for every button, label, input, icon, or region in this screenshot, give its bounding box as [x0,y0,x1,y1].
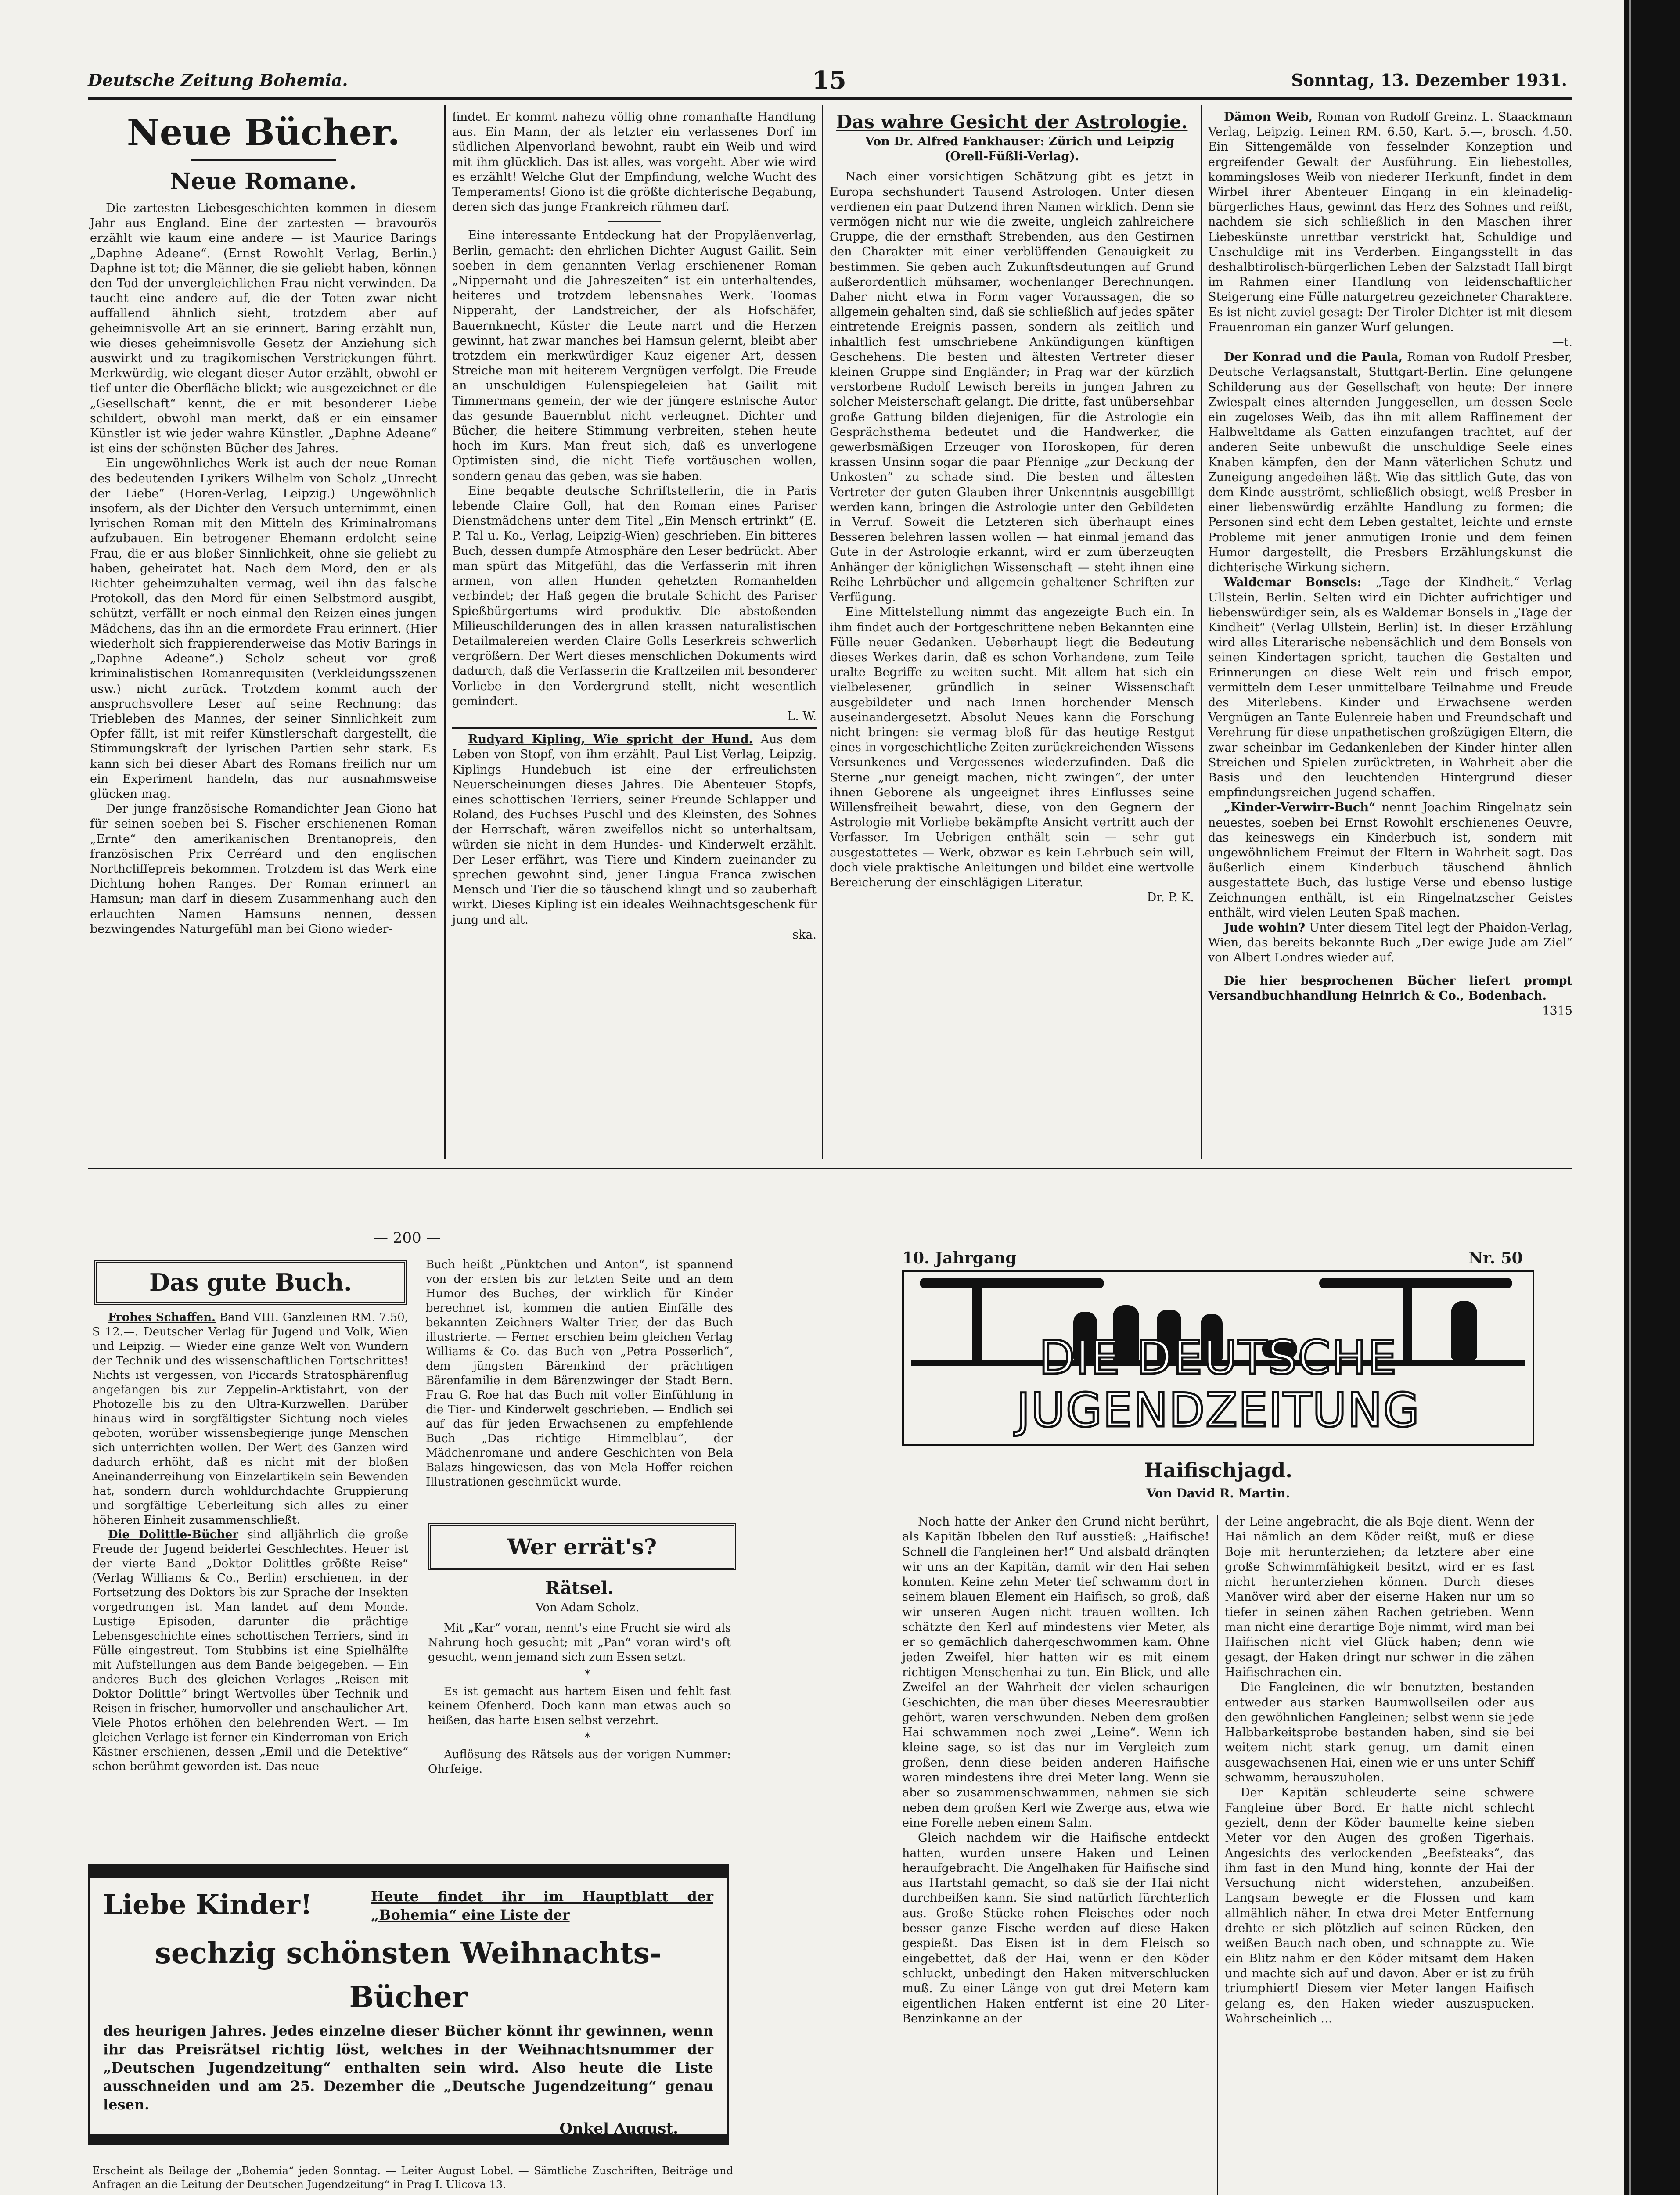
verse-separator: * [584,1668,590,1681]
column-gute-buch [92,1310,408,1774]
section-rule [88,1168,1572,1169]
newspaper-name: Deutsche Zeitung Bohemia. [88,70,348,90]
review-heading: Waldemar Bonsels: [1224,576,1362,590]
scan-dark-edge [1624,0,1680,2195]
review-paragraph: Eine begabte deutsche Schriftstellerin, die in Paris lebende Claire Goll, hat den Roman eines Pariser Dienstmädchens unter dem Titel „Ein Mensch ertrinkt“ (E. P. Tal u. Ko., Verlag, Leipzig-Wien) geschrieben. Ein bitteres Buch, dessen dumpfe Atmosphäre den Leser bedrückt. Aber man spürt das Mitgefühl, das die Verfasserin mit ihren armen, von allen Hunden gehetzten Romanhelden verbindet; der Haß gegen die brutale Schicht des Pariser Spießbürgertums wird produktiv. Die abstoßenden Milieuschilderungen des in allen krassen naturalistischen Detailmalereien werden Claire Golls Leserkreis schwerlich vergrößern. Der Wert dieses menschlichen Dokuments wird dadurch, daß die Verfasserin die Kraftzeilen mit besonderer Vorliebe in den Vordergrund stellt, nicht wesentlich gemindert. [452,484,817,708]
raetsel-title: Rätsel. [545,1578,614,1598]
jz-year: 10. Jahrgang [902,1249,1017,1267]
story-title: Haifischjagd. [1144,1458,1293,1482]
raetsel-author: Von Adam Scholz. [536,1601,639,1614]
page-number: 15 [812,66,846,95]
review-paragraph: Ein ungewöhnliches Werk ist auch der neue Roman des bedeutenden Lyrikers Wilhelm von Scholz „Unrecht der Liebe“ (Horen-Verlag, Leipzig.) Ungewöhnlich insofern, als der Dichter den Versuch unternimmt, einen lyrischen Roman mit den Mitteln des Kriminalromans aufzubauen. Ein betrogener Ehemann erdolcht seine Frau, die er aus bloßer Sinnlichkeit, ohne sie geliebt zu haben, geheiratet hat. Nach dem Mord, den er als Richter geheimzuhalten vermag, weil ihn das falsche Protokoll, das den Mord für einen Selbstmord ausgibt, schützt, verfällt er noch einmal den Reizen eines jungen Mädchens, das ihn an die ermordete Frau erinnert. (Hier wiederholt sich frappierenderweise das Motiv Barings in „Daphne Adeane“.) Scholz scheut vor groß kriminalistischen Romanrequisiten (Verkleidungsszenen usw.) nicht zurück. Trotzdem kommt auch der anspruchsvollere Leser auf seine Rechnung: das Triebleben des Mannes, der seiner Sinnlichkeit zum Opfer fällt, ist mit reifer Künstlerschaft dargestellt, die Stimmungskraft der lyrischen Partien sehr stark. Es kann sich bei dieser Abart des Romans freilich nur um ein Experiment handeln, das nur ausnahmsweise glücken mag. [90,457,437,801]
column-gute-buch-2 [426,1258,733,1490]
article-signature: Dr. P. K. [1147,891,1194,905]
review-heading: Rudyard Kipling, Wie spricht der Hund. [468,733,753,747]
column-neue-buecher [90,110,437,937]
page-header [88,66,1567,97]
article-paragraph: Eine Mittelstellung nimmt das angezeigte Buch ein. In ihm findet auch der Fortgeschrittene neben Bekannten eine Fülle neuer Gedanken. Ueberhaupt liegt die Bedeutung dieses Werkes darin, daß es schon Vorhandene, zum Teile uralte Begriffe zu weiten sucht. Mit allem hat sich ein vielbelesener, gründlich in seiner Wissenschaft ausgebildeter und nach Innen horchender Mensch auseinandergesetzt. Absolut Neues kann die Forschung nicht bringen: sie vermag bloß für das heutige Restgut eines in vorgeschichtliche Zeiten zurückreichenden Wissens Versunkenes und Vergessenes wiederzufinden. Daß die Sterne „nur geneigt machen, nicht zwingen“, der unter ihnen Geborene als ungeeignet ihres Einflusses seine Willensfreiheit bewahrt, diese, von den Gegnern der Astrologie mit Vorliebe bekämpfte Ansicht vertritt auch der Verfasser. Im Uebrigen enthält sein — sehr gut ausgestattetes — Werk, obzwar es kein Lehrbuch sein will, doch viele praktische Anleitungen und bildet eine wertvolle Bereicherung der einschlägigen Literatur. [830,605,1194,889]
wer-erraets-box: Wer errät's? [428,1523,736,1570]
review-heading: Frohes Schaffen. [108,1311,216,1324]
column-divider [444,105,446,1159]
tree-crown-left [920,1278,1104,1288]
kinder-signature: Onkel August. [559,2120,678,2137]
review-heading: Jude wohin? [1224,921,1306,935]
review-signature: ska. [792,928,817,942]
banner-title: DIE DEUTSCHE JUGENDZEITUNG [1016,1331,1420,1437]
tree-crown-right [1319,1278,1512,1288]
review-heading: „Kinder-Verwirr-Buch“ [1224,801,1376,815]
jz-number: Nr. 50 [1468,1249,1523,1267]
review-paragraph: Aus dem Leben von Stopf, von ihm erzählt. Paul List Verlag, Leipzig. Kiplings Hundebuch ist eine der erfreulichsten Neuerscheinungen dieses Jahres. Die Abenteuer Stopfs, eines schottischen Terriers, seiner Freunde Schlapper und Roland, des Fuchses Puschl und des Kleinsten, des Sohnes der Herrschaft, wären zweifellos nicht so unterhaltsam, würden sie nicht in dem Hundes- und Kinderwelt erzählt. Der Leser erfährt, was Tiere und Kindern zueinander zu sprechen gewohnt sind, jener Lingua Franca zwischen Mensch und Tier die so täuschend klingt und so zauberhaft wirkt. Dieses Kipling ist ein ideales Weihnachtsgeschenk für jung und alt. [452,733,817,927]
story-paragraph: Noch hatte der Anker den Grund nicht berührt, als Kapitän Ibbelen den Ruf ausstieß: „Haifische! Schnell die Fangleinen her!“ Und alsbald drängten wir uns an der Kapitän, damit wir den Hai sehen konnten. Keine zehn Meter tief schwamm dort in seinem blauen Element ein Haifisch, so groß, daß wir unseren Augen nicht trauen wollten. Ich schätzte den Kerl auf mindestens vier Meter, als er so gemächlich dahergeschwommen kam. Ohne jeden Zweifel, hier hatten wir es mit einem richtigen Menschenhai zu tun. Ein Blick, und alle Zweifel an der Wahrheit der vielen schaurigen Geschichten, die man über dieses Meeresraubtier gehört, waren verschwunden. Neben dem großen Hai schwammen noch zwei „Leine“. Wenn ich kleine sage, so ist das nur im Vergleich zum großen, denn diese beiden anderen Haifische waren mindestens ihre drei Meter lang. Wenn sie aber so zusammenschwammen, nahmen sie sich neben dem großen Kerl wie Zwerge aus, etwa wie eine Forelle neben einem Salm. [902,1515,1209,1830]
paragraph-divider [452,727,817,729]
review-signature: L. W. [787,709,817,723]
review-heading: Die Dolittle-Bücher [108,1528,238,1541]
das-gute-buch-box: Das gute Buch. [94,1260,407,1305]
paragraph-divider [608,221,661,222]
column-divider [1217,1515,1218,2195]
scan-edge-line [1629,0,1631,2195]
verse-separator: * [584,1731,590,1744]
section-subtitle: Neue Romane. [170,168,357,195]
review-paragraph: Roman von Rudolf Greinz. L. Staackmann Verlag, Leipzig. Leinen RM. 6.50, Kart. 5.—, brosch. 4.50. Ein Sittengemälde von fesselnder Konzeption und ergreifender Gewalt der Ausführung. Ein liebestolles, kommingsloses Weib von niederer Herkunft, findet in dem Wirbel ihrer Abenteuer Eingang in ein kleinadelig-bürgerliches Haus, gewinnt das Herz des Sohnes und reißt, nachdem sie sich schließlich in den Maschen ihrer Liebeskünste unrettbar verstrickt hat, Schuldige und Unschuldige mit ins Verderben. Eingangsstellt in das deshalbtirolisch-bürgerlichen Leben der Salzstadt Hall birgt im Rahmen einer Handlung von leidenschaftlicher Steigerung eine Fülle naturgetreu gezeichneter Charaktere. Es ist nicht zuviel gesagt: Der Tiroler Dichter ist mit diesem Frauenroman ein ganzer Wurf gelungen. [1208,110,1572,334]
kinder-title: Liebe Kinder! [103,1889,313,1921]
bookstore-notice: Die hier besprochenen Bücher liefert prompt Versandbuchhandlung Heinrich & Co., Bodenbach. [1208,974,1572,1003]
raetsel-verse: Es ist gemacht aus hartem Eisen und fehlt fast keinem Ofenherd. Doch kann man etwas auch so heißen, das harte Eisen selbst verzehrt. [428,1685,731,1727]
column-reviews-4 [1208,110,1572,1018]
article-title: Das wahre Gesicht der Astrologie. [836,111,1188,133]
review-heading: Der Konrad und die Paula, [1224,350,1403,364]
review-paragraph: sind alljährlich die große Freude der Jugend beiderlei Geschlechtes. Heuer ist der vierte Band „Doktor Dolittles größte Reise“ (Verlag Williams & Co., Berlin) erschienen, in der Fortsetzung des Doktors bis zur Sprache der Insekten vorgedrungen ist. Man landet auf dem Monde. Lustige Episoden, darunter die prächtige Lebensgeschichte eines schottischen Terriers, sind in Fülle eingestreut. Tom Stubbins ist eine Spielhälfte mit Aufstellungen aus dem Bande beigegeben. — Ein anderes Buch des gleichen Verlages „Reisen mit Doktor Dolittle“ bringt Wertvolles über Technik und Reisen in frischer, humorvoller und anschaulicher Art. Viele Photos erhöhen den belehrenden Wert. — Im gleichen Verlage ist ferner ein Kinderroman von Erich Kästner erschienen, dessen „Emil und die Detektive“ schon berühmt geworden ist. Das neue [92,1528,408,1773]
kinder-body: des heurigen Jahres. Jedes einzelne dieser Bücher könnt ihr gewinnen, wenn ihr das Preisrätsel richtig löst, welches in der Weihnachtsnummer der „Deutschen Jugendzeitung“ enthalten sein wird. Also heute die Liste ausschneiden und am 25. Dezember die „Deutsche Jugendzeitung“ genau lesen. [103,2022,713,2113]
header-rule [88,97,1572,100]
review-paragraph: Der junge französische Romandichter Jean Giono hat für seinen soeben bei S. Fischer erschienenen Roman „Ernte“ den amerikanischen Brentanopreis, den französischen Prix Cerréard und den englischen Northcliffepreis bekommen. Trotzdem ist das Werk eine Dichtung hohen Ranges. Der Roman erinnert an Hamsun; man darf in diesem Zusammenhang auch den erlauchten Namen Hamsuns nennen, dessen bezwingendes Naturgefühl man bei Giono wieder- [90,802,437,936]
raetsel-solution: Auflösung des Rätsels aus der vorigen Nummer: Ohrfeige. [428,1748,731,1776]
article-byline: Von Dr. Alfred Fankhauser: Zürich und Leipzig (Orell-Füßli-Verlag). [865,135,1175,164]
story-paragraph: der Leine angebracht, die als Boje dient. Wenn der Hai nämlich an dem Köder reißt, muß er diese Boje mit herunterziehen; da letztere aber eine große Schwimmfähigkeit besitzt, wird er es fast nicht herunterziehen können. Durch dieses Manöver wird aber der eiserne Haken nur um so tiefer in seinen zähen Rachen getrieben. Wenn man nicht eine derartige Boje nimmt, wird man bei Haifischen nicht viel Glück haben; denn wie gesagt, der Haken dringt nur schwer in die zähen Haifischrachen ein. [1225,1515,1534,1679]
review-paragraph: „Tage der Kindheit.“ Verlag Ullstein, Berlin. Selten wird ein Dichter aufrichtiger und liebenswürdiger sein, als es Waldemar Bonsels in „Tage der Kindheit“ (Verlag Ullstein, Berlin) ist. In dieser Erzählung wird alles Literarische nebensächlich und dem Bonsels von seinen Kindertagen spricht, tauchen die Gestalten und Erinnerungen an diese Welt rein und frisch empor, vermitteln dem Leser unmittelbare Teilnahme und Freude des Miterlebens. Kinder und Erwachsene werden Vergnügen an Tante Eulenreie haben und Freundschaft und Verehrung für diese unpathetischen großzügigen Eltern, die zwar scheinbar im Gedankenleben der Kinder hinter allen Streichen und Spielen zurücktreten, in Wahrheit aber die Basis und den leuchtenden Hintergrund dieser empfindungsreichen Jugend schaffen. [1208,576,1572,800]
column-divider [822,105,823,1159]
story-paragraph: Die Fangleinen, die wir benutzten, bestanden entweder aus starken Baumwollseilen oder aus den gewöhnlichen Fangleinen; selbst wenn sie jede Halbbarkeitsprobe bestanden haben, sind sie bei weitem nicht stark genug, um damit einen ausgewachsenen Hai, einen wie er uns unter Schiff schwamm, herauszuholen. [1225,1680,1534,1785]
liebe-kinder-box [88,1864,729,2145]
story-column-1 [902,1515,1209,2026]
column-raetsel [428,1576,731,1777]
story-author: Von David R. Martin. [1146,1486,1290,1501]
raetsel-verse: Mit „Kar“ voran, nennt's eine Frucht sie wird als Nahrung hoch gesucht; mit „Pan“ voran wird's oft gesucht, wenn jemand sich zum Essen setzt. [428,1622,731,1664]
review-paragraph: Eine interessante Entdeckung hat der Propyläenverlag, Berlin, gemacht: den ehrlichen Dichter August Gailit. Sein soeben in dem genannten Verlag erschienener Roman „Nippernaht und die Jahreszeiten“ ist ein unterhaltendes, heiteres und trotzdem lebensnahes Werk. Toomas Nipperaht, der Landstreicher, der als Hofschäfer, Bauernknecht, Küster die Leute narrt und die Herzen gewinnt, hat zwar manches bei Hamsun gelernt, bleibt aber trotzdem ein merkwürdiger Kauz eigener Art, dessen Streiche man mit heiterem Vergnügen verfolgt. Die Freude an unschuldigen Eulenspiegeleien hat Gailit mit Timmermans gemein, der wie der jüngere estnische Autor das gesunde Bauernblut nicht verleugnet. Dichter und Bücher, die heitere Stimmung verbreiten, stehen heute hoch im Kurs. Man freut sich, daß es unverlogene Optimisten sind, die nicht Tiefe vortäuschen wollen, sondern genau das geben, was sie haben. [452,229,817,483]
story-column-2 [1225,1515,1534,2026]
review-paragraph: Unter diesem Titel legt der Phaidon-Verlag, Wien, das bereits bekannte Buch „Der ewige Jude am Ziel“ von Albert Londres wieder auf. [1208,921,1572,965]
article-paragraph: Nach einer vorsichtigen Schätzung gibt es jetzt in Europa sechshundert Tausend Astrologen. Unter diesen verdienen ein paar Dutzend ihren Namen wirklich. Denn sie vermögen nicht nur wie die zweite, ungleich zahlreichere Gruppe, die der ernsthaft Strebenden, aus den Gestirnen den Charakter mit einer verblüffenden Genauigkeit zu bestimmen. Sie geben auch Zukunftsdeutungen auf Grund außerordentlich mühsamer, wochenlanger Berechnungen. Daher nicht etwa in Form vager Voraussagen, die so allgemein gehalten sind, daß sie schließlich auf jedes später eintretende Ereignis passen, sondern als zeitlich und inhaltlich fest umschriebene Ankündigungen künftigen Geschehens. Die besten und ältesten Vertreter dieser kleinen Gruppe sind Engländer; in Prag war der kürzlich verstorbene Rudolf Lewisch bereits in jungen Jahren zu solcher Meisterschaft gelangt. Die dritte, fast unübersehbar große Gattung bilden diejenigen, für die Astrologie ein Gesprächsthema bedeutet und die Handwerker, die gewerbsmäßigen Erzeuger von Horoskopen, für deren krassen Unsinn sogar die paar Pfennige „zur Deckung der Unkosten“ zu schade sind. Die besten und ältesten Vertreter der guten Glauben ihrer Unkenntnis ausgebilligt werden kann, bringen die Astrologie unter den Gebildeten in Verruf. Soweit die Letzteren sich überhaupt eines Besseren belehren lassen wollen — hat einmal jemand das Gute in der Astrologie erkannt, wird er zum überzeugten Anhänger der königlichen Wissenschaft — steht ihnen eine Reihe Lehrbücher und allgemein gehaltener Schriften zur Verfügung. [830,170,1194,605]
story-paragraph: Der Kapitän schleuderte seine schwere Fangleine über Bord. Er hatte nicht schlecht gezielt, denn der Köder baumelte keine sieben Meter vor den Augen des großen Tigerhais. Angesichts des verlockenden „Beefsteaks“, das ihm fast in den Mund hing, konnte der Hai der Versuchung nicht widerstehen, anzubeißen. Langsam bewegte er die Flossen und kam allmählich näher. In etwa drei Meter Entfernung drehte er sich plötzlich auf seinen Rücken, den weißen Bauch nach oben, und schnappte zu. Wie ein Blitz nahm er den Köder mitsamt dem Haken und machte sich auf und davon. Aber er ist zu früh triumphiert! Diesem vier Meter langen Haifisch gelang es, den Haken wieder auszuspucken. Wahrscheinlich ... [1225,1786,1534,2026]
review-paragraph: Buch heißt „Pünktchen und Anton“, ist spannend von der ersten bis zur letzten Seite und an dem Humor des Buches, der wirklich für Kinder berechnet ist, kommen die antien Einfälle des bekannten Zeichners Walter Trier, der das Buch illustrierte. — Ferner erschien beim gleichen Verlag Williams & Co. das Buch von „Petra Posserlich“, dem jüngsten Bärenkind der prächtigen Bärenfamilie in dem Bärenzwinger der Stadt Bern. Frau G. Roe hat das Buch mit voller Einfühlung in die Tier- und Kinderwelt geschrieben. — Endlich sei auf das für jeden Erwachsenen zu empfehlende Buch „Das richtige Himmelblau“, der Mädchenromane und andere Geschichten von Bela Balazs hingewiesen, das von Mela Hoffer reichen Illustrationen geschmückt wurde. [426,1258,733,1489]
review-heading: Dämon Weib, [1224,110,1313,124]
review-paragraph: nennt Joachim Ringelnatz sein neuestes, soeben bei Ernst Rowohlt erschienenes Oeuvre, das keineswegs ein Kinderbuch ist, sondern mit ungewöhnlichem Freimut der Eltern in Wahrheit sagt. Das äußerlich einem Kinderbuch täuschend ähnlich ausgestattete Buch, das lustige Verse und ebenso lustige Zeichnungen enthält, ist ein Ringelnatzscher Geistes enthält, wird vielen Leuten Spaß machen. [1208,801,1572,920]
imprint: Erscheint als Beilage der „Bohemia“ jeden Sonntag. — Leiter August Lobel. — Sämtliche Zuschriften, Beiträge und Anfragen an die Leitung der Deutschen Jugendzeitung“ in Prag I. Ulicova 13. [92,2165,733,2191]
kinder-intro: Heute findet ihr im Hauptblatt der „Bohemia“ eine Liste der [371,1888,713,1923]
jugendzeitung-banner [902,1270,1534,1446]
issue-date: Sonntag, 13. Dezember 1931. [1291,70,1567,90]
section-title: Neue Bücher. [126,112,400,154]
review-paragraph: Band VIII. Ganzleinen RM. 7.50, S 12.—. Deutscher Verlag für Jugend und Volk, Wien und Leipzig. — Wieder eine ganze Welt von Wundern der Technik und des wissenschaftlichen Fortschrittes! Nichts ist vergessen, von Piccards Stratosphärenflug angefangen bis zur Zeppelin-Arktisfahrt, von der Photozelle bis zu den Ultra-Kurzwellen. Darüber hinaus wird in sorgfältigster Sichtung noch vieles geboten, worüber wissensbegierige junge Menschen sich unterrichten wollen. Der Wert des Ganzen wird dadurch erhöht, daß es nicht mit der bloßen Aneinanderreihung von Einzelartikeln sein Bewenden hat, sondern durch wohldurchdachte Gruppierung und sorgfältige Ueberleitung sich alles zu einer höheren Einheit zusammenschließt. [92,1311,408,1527]
review-paragraph: Roman von Rudolf Presber, Deutsche Verlagsanstalt, Stuttgart-Berlin. Eine gelungene Schilderung aus der Gesellschaft von heute: Der innere Zwiespalt eines alternden Junggesellen, um dessen Seele ein zugeloses Weib, das ihn mit allem Raffinement der Halbweltdame als Gatten einzufangen trachtet, auf der anderen Seite unbewußt die unschuldige Seele eines Knaben kämpfen, den der Mann väterlichen Schutz und Zuneigung angedeihen läßt. Wie das sittlich Gute, das von dem Kinde ausströmt, schließlich obsiegt, weiß Presber in einer liebenswürdig erzählte Handlung zu formen; die Personen sind echt dem Leben gestaltet, leichte und ernste Probleme mit jener anmutigen Ironie und dem feinen Humor dargestellt, die Presbers Erzählungskunst die dichterische Wirkung sichern. [1208,350,1572,575]
column-reviews-2 [452,110,817,943]
column-divider [1201,105,1202,1159]
print-code: 1315 [1542,1004,1572,1018]
review-paragraph: Die zartesten Liebesgeschichten kommen in diesem Jahr aus England. Eine der zartesten — bravourös erzählt wie kaum eine andere — ist Maurice Barings „Daphne Adeane“. (Ernst Rowohlt Verlag, Berlin.) Daphne ist tot; die Männer, die sie geliebt haben, können den Tod der unvergleichlichen Frau nicht verwinden. Da taucht eine andere auf, die der Toten zwar nicht auffallend ähnlich sieht, trotzdem aber auf geheimnisvolle Art an sie erinnert. Baring erzählt nun, wie dieses geheimnisvolle Gesetz der Anziehung sich auswirkt und zu tragikomischen Verstrickungen führt. Merkwürdig, wie elegant dieser Autor erzählt, obwohl er tief unter die Oberfläche blickt; wie ausgezeichnet er die „Gesellschaft“ kennt, die er mit besonderer Liebe schildert, obwohl man merkt, daß er ein einsamer Künstler ist wie jeder wahre Künstler. „Daphne Adeane“ ist eins der schönsten Bücher des Jahres. [90,202,437,456]
story-paragraph: Gleich nachdem wir die Haifische entdeckt hatten, wurden unsere Haken und Leinen heraufgebracht. Die Angelhaken für Haifische sind aus Hartstahl gemacht, so daß sie der Hai nicht durchbeißen kann. Sie sind natürlich fürchterlich aus. Große Stücke rohen Fleisches oder noch besser ganze Fische werden auf diese Haken gespießt. Das Eisen ist in dem Fleisch so eingebettet, daß der Hai, wenn er den Köder schluckt, unbedingt den Haken mitverschlucken muß. Zu einer Länge von gut drei Metern kam eigentlichen Haken entfernt ist eine 20 Liter-Benzinkanne an der [902,1831,1209,2026]
kinder-headline: sechzig schönsten Weihnachts-Bücher [155,1936,662,2014]
column-astrologie [830,110,1194,905]
title-underline [191,159,336,161]
review-paragraph: findet. Er kommt nahezu völlig ohne romanhafte Handlung aus. Ein Mann, der als letzter ein verlassenes Dorf im südlichen Alpenvorland bewohnt, raubt ein Weib und wird mit ihm glücklich. Das ist alles, was vorgeht. Aber wie wird es erzählt! Welche Glut der Empfindung, welche Wucht des Temperaments! Giono ist die größte dichterische Begabung, deren sich das junge Frankreich rühmen darf. [452,110,817,214]
review-signature: —t. [1552,335,1572,349]
page-number-200: — 200 — [373,1229,441,1247]
